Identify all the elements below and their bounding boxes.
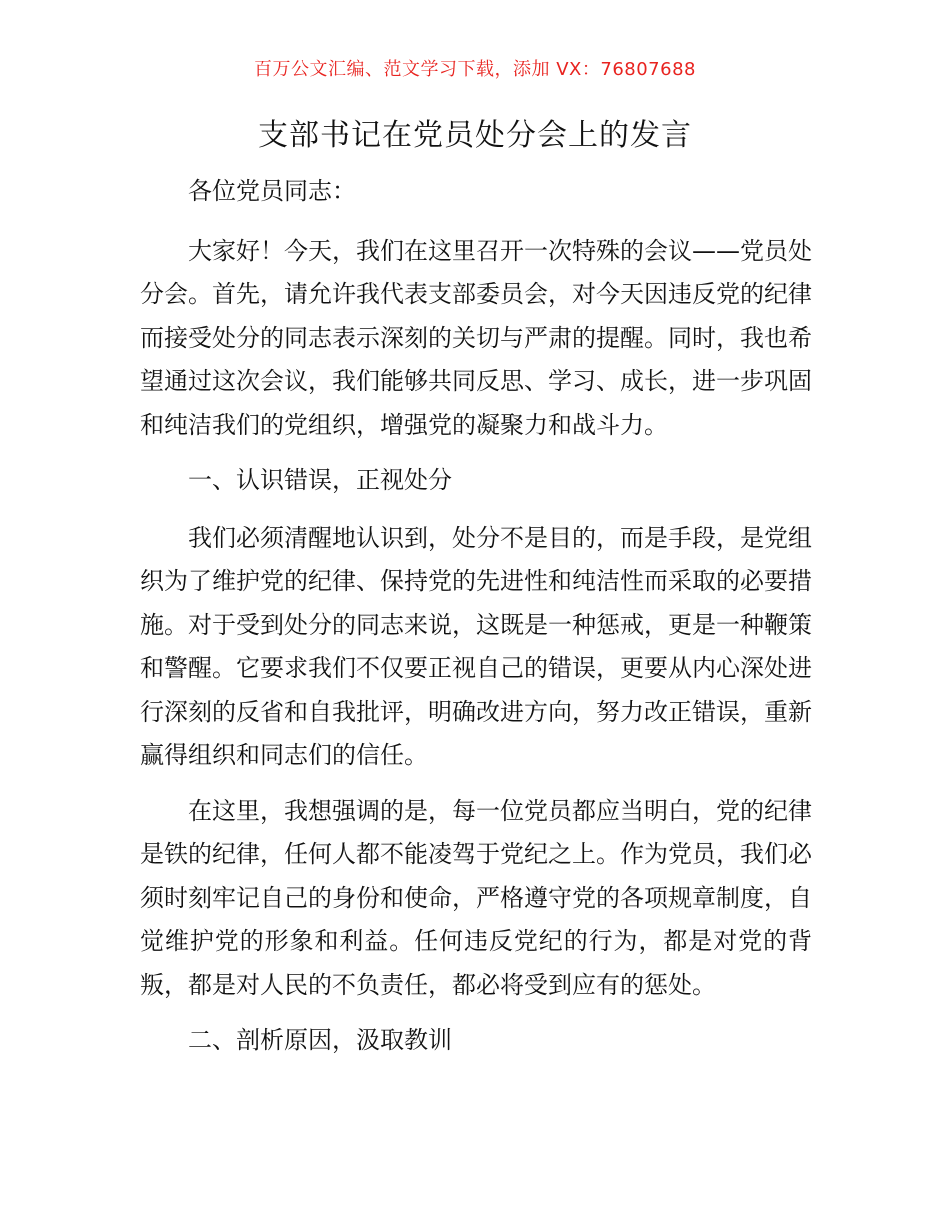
page-title: 支部书记在党员处分会上的发言 — [258, 118, 692, 153]
header-watermark-note: 百万公文汇编、范文学习下载，添加 VX：76807688 — [254, 59, 696, 80]
salutation: 各位党员同志： — [188, 177, 356, 205]
paragraph-section1-b: 在这里，我想强调的是，每一位党员都应当明白，党的纪律是铁的纪律，任何人都不能凌驾于党纪之上。作为党员，我们必须时刻牢记自己的身份和使命，严格遵守党的各项规章制度，自觉维护党的形象和利益。任何违反党纪的行为，都是对党的背叛，都是对人民的不负责任，都必将受到应有的惩处。 — [140, 796, 812, 999]
document-body — [140, 170, 812, 1077]
paragraph-intro: 大家好！今天，我们在这里召开一次特殊的会议——党员处分会。首先，请允许我代表支部委员会，对今天因违反党的纪律而接受处分的同志表示深刻的关切与严肃的提醒。同时，我也希望通过这次会议，我们能够共同反思、学习、成长，进一步巩固和纯洁我们的党组织，增强党的凝聚力和战斗力。 — [140, 236, 812, 439]
section-heading-2: 二、剖析原因，汲取教训 — [188, 1026, 452, 1054]
section-heading-1: 一、认识错误，正视处分 — [188, 466, 452, 494]
paragraph-section1-a: 我们必须清醒地认识到，处分不是目的，而是手段，是党组织为了维护党的纪律、保持党的先进性和纯洁性而采取的必要措施。对于受到处分的同志来说，这既是一种惩戒，更是一种鞭策和警醒。它要求我们不仅要正视自己的错误，更要从内心深处进行深刻的反省和自我批评，明确改进方向，努力改正错误，重新赢得组织和同志们的信任。 — [140, 523, 812, 769]
